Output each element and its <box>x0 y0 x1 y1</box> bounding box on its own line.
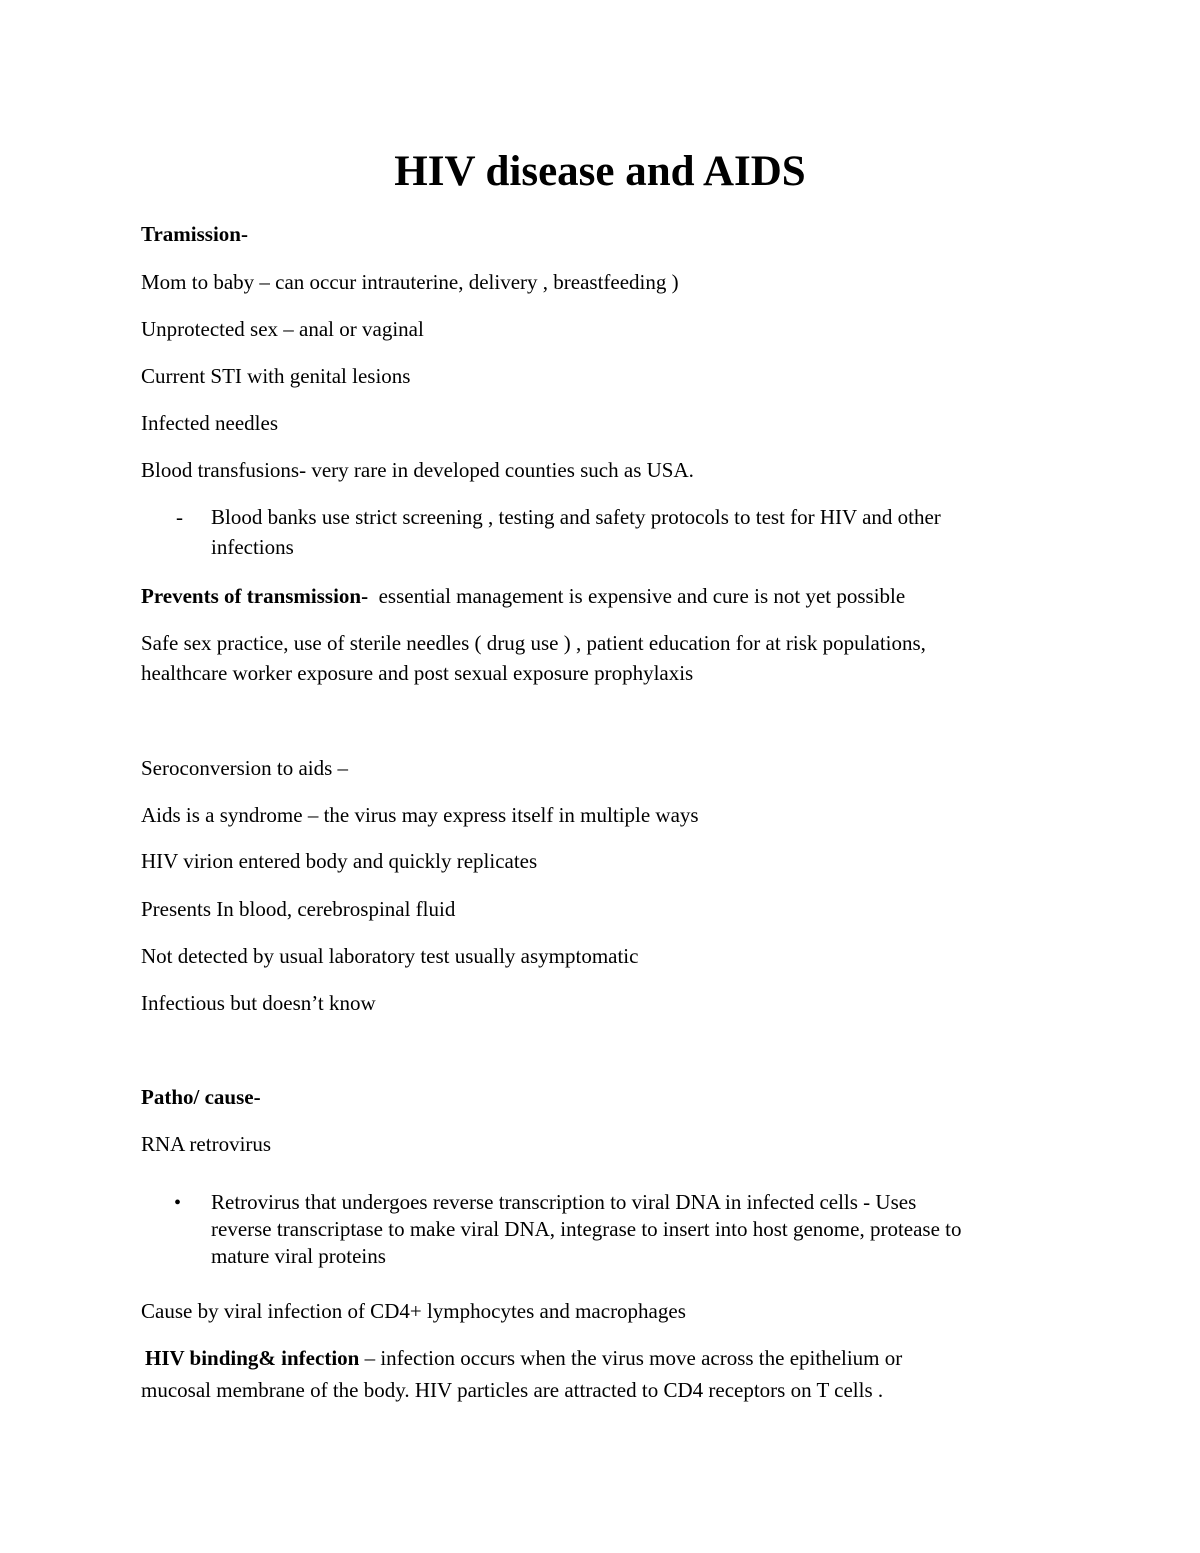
binding-paragraph <box>145 1343 902 1373</box>
prevention-paragraph <box>141 581 905 611</box>
patho-line: RNA retrovirus <box>141 1132 272 1156</box>
seroconversion-item: Not detected by usual laboratory test usually asymptomatic <box>141 944 639 968</box>
bullet-line: reverse transcriptase to make viral DNA, integrase to insert into host genome, protease to <box>211 1217 962 1241</box>
dash-marker: - <box>176 505 183 529</box>
prevention-line: healthcare worker exposure and post sexual exposure prophylaxis <box>141 661 694 685</box>
seroconversion-item: HIV virion entered body and quickly replicates <box>141 849 538 873</box>
sub-item-line: Blood banks use strict screening , testing and safety protocols to test for HIV and other <box>211 505 941 529</box>
seroconversion-item: Presents In blood, cerebrospinal fluid <box>141 897 456 921</box>
transmission-item: Infected needles <box>141 411 279 435</box>
prevention-heading: Prevents of transmission- <box>141 584 369 608</box>
transmission-item: Unprotected sex – anal or vaginal <box>141 317 424 341</box>
prevention-heading-text: essential management is expensive and cure is not yet possible <box>368 584 906 608</box>
document-title: HIV disease and AIDS <box>394 148 806 195</box>
binding-heading: HIV binding& infection <box>145 1346 360 1370</box>
bullet-icon: • <box>174 1192 182 1214</box>
seroconversion-heading: Seroconversion to aids – <box>141 756 349 780</box>
patho-heading: Patho/ cause- <box>141 1085 261 1109</box>
transmission-item: Mom to baby – can occur intrauterine, delivery , breastfeeding ) <box>141 270 679 294</box>
seroconversion-item: Aids is a syndrome – the virus may express itself in multiple ways <box>141 803 699 827</box>
binding-line: mucosal membrane of the body. HIV particles are attracted to CD4 receptors on T cells . <box>141 1378 884 1402</box>
patho-cause-line: Cause by viral infection of CD4+ lymphocytes and macrophages <box>141 1299 686 1323</box>
bullet-line: mature viral proteins <box>211 1244 386 1268</box>
transmission-heading: Tramission- <box>141 222 248 246</box>
binding-text: – infection occurs when the virus move across the epithelium or <box>359 1346 903 1370</box>
transmission-item: Current STI with genital lesions <box>141 364 411 388</box>
sub-item-line: infections <box>211 535 294 559</box>
seroconversion-item: Infectious but doesn’t know <box>141 991 376 1015</box>
transmission-item: Blood transfusions- very rare in developed counties such as USA. <box>141 458 694 482</box>
bullet-line: Retrovirus that undergoes reverse transcription to viral DNA in infected cells - Uses <box>211 1190 917 1214</box>
prevention-line: Safe sex practice, use of sterile needles ( drug use ) , patient education for at risk populations, <box>141 631 926 655</box>
